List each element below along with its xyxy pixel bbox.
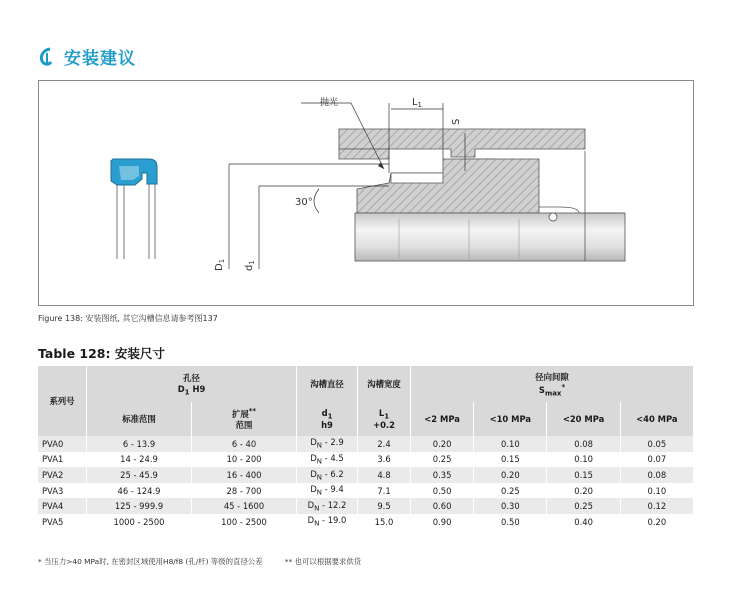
cell-p3: 0.10 [547, 452, 620, 468]
footnotes [38, 556, 381, 567]
cell-p1: 0.60 [411, 498, 474, 514]
cell-p1: 0.50 [411, 483, 474, 499]
d1-groove-label: $d_1$ [244, 260, 256, 271]
cell-groove-width: 4.8 [358, 467, 411, 483]
cell-p2: 0.20 [474, 467, 547, 483]
seal-cross-section [111, 159, 157, 259]
cell-std-range: 125 - 999.9 [87, 498, 192, 514]
installation-drawing [38, 80, 694, 306]
rod-section [355, 151, 625, 261]
cell-p1: 0.25 [411, 452, 474, 468]
figure-caption: Figure 138: 安装图纸, 其它沟槽信息请参考图137 [38, 314, 218, 323]
header-ext-range: 扩展** 范围 [192, 402, 297, 436]
cell-groove-width: 3.6 [358, 452, 411, 468]
cell-p2: 0.50 [474, 514, 547, 530]
cell-p1: 0.35 [411, 467, 474, 483]
cell-ext-range: 100 - 2500 [192, 514, 297, 530]
cell-ext-range: 10 - 200 [192, 452, 297, 468]
cell-ext-range: 16 - 400 [192, 467, 297, 483]
footnote-1: * 当压力>40 MPa时, 在密封区域使用H8/f8 (孔/杆) 等级的直径公差 [38, 557, 263, 566]
cell-groove-width: 15.0 [358, 514, 411, 530]
cell-p1: 0.20 [411, 436, 474, 452]
cell-std-range: 1000 - 2500 [87, 514, 192, 530]
cell-groove-dia: $D_N - 9.4$ [297, 483, 358, 499]
cell-groove-width: 9.5 [358, 498, 411, 514]
section-heading [38, 44, 136, 69]
header-groove-dia: 沟槽直径 [297, 366, 358, 402]
cell-std-range: 25 - 45.9 [87, 467, 192, 483]
cell-p4: 0.12 [620, 498, 693, 514]
page-title: 安装建议 [64, 49, 136, 69]
header-radial-line1: 径向间隙 [535, 371, 569, 382]
footnote-2: ** 也可以根据要求供货 [284, 557, 362, 566]
table-row [38, 483, 694, 499]
cell-groove-dia: $D_N - 6.2$ [297, 467, 358, 483]
cell-p4: 0.05 [620, 436, 693, 452]
cell-series: PVA2 [38, 467, 87, 483]
cell-std-range: 46 - 124.9 [87, 483, 192, 499]
cell-ext-range: 45 - 1600 [192, 498, 297, 514]
cell-series: PVA4 [38, 498, 87, 514]
table-row [38, 498, 694, 514]
cell-p2: 0.25 [474, 483, 547, 499]
cell-p3: 0.15 [547, 467, 620, 483]
cell-groove-dia: $D_N - 4.5$ [297, 452, 358, 468]
cell-std-range: 14 - 24.9 [87, 452, 192, 468]
cell-p4: 0.10 [620, 483, 693, 499]
cell-p1: 0.90 [411, 514, 474, 530]
table-row [38, 436, 694, 452]
install-dimensions-table [38, 366, 694, 530]
s-label: S [451, 118, 462, 125]
cell-series: PVA3 [38, 483, 87, 499]
angle-label: 30° [295, 197, 313, 208]
header-radial [411, 366, 694, 402]
cell-groove-dia: $D_N - 12.2$ [297, 498, 358, 514]
header-series: 系列号 [38, 366, 87, 436]
cell-groove-width: 7.1 [358, 483, 411, 499]
cell-series: PVA5 [38, 514, 87, 530]
brand-mark-icon [38, 47, 56, 67]
header-p3: <20 MPa [547, 402, 620, 436]
header-bore [87, 366, 297, 402]
cell-p3: 0.20 [547, 483, 620, 499]
header-groove-width: 沟槽宽度 [358, 366, 411, 402]
header-radial-line2: $S_{max}^*$ [538, 382, 566, 398]
polish-label: 抛光 [319, 98, 339, 108]
table-body [38, 436, 694, 530]
header-p1: <2 MPa [411, 402, 474, 436]
table-row [38, 467, 694, 483]
cell-series: PVA1 [38, 452, 87, 468]
header-bore-line2: $D_1$ H9 [177, 383, 206, 397]
header-bore-line1: 孔径 [183, 372, 200, 383]
cell-series: PVA0 [38, 436, 87, 452]
header-p2: <10 MPa [474, 402, 547, 436]
cell-groove-dia: $D_N - 19.0$ [297, 514, 358, 530]
header-p4: <40 MPa [620, 402, 693, 436]
header-std-range: 标准范围 [87, 402, 192, 436]
table-row [38, 452, 694, 468]
cell-ext-range: 28 - 700 [192, 483, 297, 499]
cell-p4: 0.20 [620, 514, 693, 530]
l1-label: $L_1$ [411, 97, 423, 109]
cell-p4: 0.08 [620, 467, 693, 483]
table-row [38, 514, 694, 530]
header-l1: $L_1$ +0.2 [358, 402, 411, 436]
cell-std-range: 6 - 13.9 [87, 436, 192, 452]
cell-p2: 0.30 [474, 498, 547, 514]
cell-groove-dia: $D_N - 2.9$ [297, 436, 358, 452]
cell-p2: 0.10 [474, 436, 547, 452]
header-d1: $d_1$ h9 [297, 402, 358, 436]
d1-bore-label: $D_1$ [214, 258, 226, 271]
cell-groove-width: 2.4 [358, 436, 411, 452]
cell-p3: 0.08 [547, 436, 620, 452]
table-title: Table 128: 安装尺寸 [38, 346, 165, 361]
cell-p3: 0.40 [547, 514, 620, 530]
cell-ext-range: 6 - 40 [192, 436, 297, 452]
cell-p2: 0.15 [474, 452, 547, 468]
installation-drawing-svg [39, 81, 695, 307]
cell-p3: 0.25 [547, 498, 620, 514]
cell-p4: 0.07 [620, 452, 693, 468]
